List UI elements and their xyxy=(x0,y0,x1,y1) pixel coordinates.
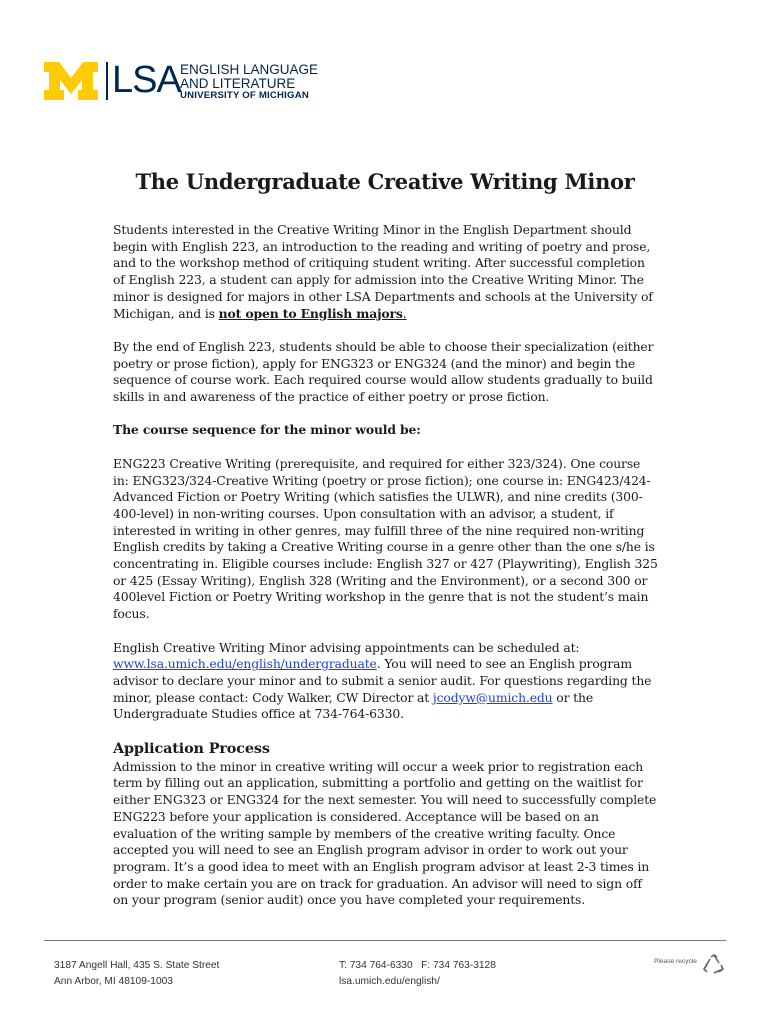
footer-address xyxy=(54,958,219,990)
logo-dept-line2: AND LITERATURE xyxy=(180,76,296,91)
intro-end: . xyxy=(402,305,407,321)
specialization-paragraph: By the end of English 223, students should be able to choose their specialization (either poetry or prose fiction), apply for ENG323 or ENG324 (and the minor) and begin the sequence of course work. Each required course would allow students gradually to build skills in and awareness of the practice of either poetry or prose fiction. xyxy=(113,338,654,405)
footer-divider xyxy=(44,940,726,941)
logo-divider xyxy=(106,62,108,100)
intro-text: Students interested in the Creative Writing Minor in the English Department should begin with English 223, an introduction to the reading and writing of poetry and prose, and to the workshop method of critiquing student writing. After successful completion of English 223, a student can apply for admission into the Creative Writing Minor. The minor is designed for majors in other LSA Departments and schools at the University of Michigan, and is xyxy=(113,222,653,321)
application-paragraph: Admission to the minor in creative writing will occur a week prior to registration each term by filling out an application, submitting a portfolio and getting on the waitlist for either ENG323 or ENG324 for the next semester. You will need to successfully complete ENG223 before your application is considered. Acceptance will be based on an evaluation of the writing sample by members of the creative writing faculty. Once accepted you will need to see an English program advisor in order to work out your program. It’s a good idea to meet with an English program advisor at least 2-3 times in order to make certain you are on track for graduation. An advisor will need to sign off on your program (senior audit) once you have completed your requirements. xyxy=(113,758,657,908)
advising-text-2: . You will need to see an English program advisor to declare your minor and to submit a senior audit. For questions regarding the minor, please contact: Cody Walker, CW Director at xyxy=(113,656,652,705)
footer-address-line1: 3187 Angell Hall, 435 S. State Street xyxy=(54,960,220,971)
block-m-icon xyxy=(44,62,98,100)
sequence-heading: The course sequence for the minor would be: xyxy=(113,422,421,438)
recycle-note: Please recycle xyxy=(654,958,697,965)
intro-emphasis: not open to English majors xyxy=(218,305,403,321)
document-body xyxy=(113,222,658,926)
logo-dept-line1: ENGLISH LANGUAGE xyxy=(180,62,319,77)
logo-lsa-text: LSA xyxy=(112,59,181,101)
undergraduate-link[interactable]: www.lsa.umich.edu/english/undergraduate xyxy=(113,656,377,672)
footer-contact xyxy=(339,958,496,990)
application-heading: Application Process xyxy=(113,739,270,757)
sequence-paragraph: ENG223 Creative Writing (prerequisite, and required for either 323/324). One course in: ENG323/324-Creative Writing (poetry or prose fiction); one course in: ENG423/424-Advanced Fiction or Poetry Writing (which satisfies the ULWR), and nine credits (300- 400-level) in non-writing courses. Upon consultation with an advisor, a student, if interested in writing in other genres, may fulfill three of the nine required non-writing English credits by taking a Creative Writing course in a genre other than the one s/he is concentrating in. Eligible courses include: English 327 or 427 (Playwriting), English 325 or 425 (Essay Writing), English 328 (Writing and the Environment), or a second 300 or 400level Fiction or Poetry Writing workshop in the genre that is not the student’s main focus. xyxy=(113,455,658,622)
page-title: The Undergraduate Creative Writing Minor xyxy=(135,169,635,194)
footer-web: lsa.umich.edu/english/ xyxy=(339,976,440,987)
footer-address-line2: Ann Arbor, MI 48109-1003 xyxy=(54,976,173,987)
intro-paragraph xyxy=(113,222,658,322)
recycle-icon xyxy=(702,953,726,977)
advising-paragraph xyxy=(113,640,658,724)
advising-text-1: English Creative Writing Minor advising appointments can be scheduled at: xyxy=(113,639,580,655)
advising-text-3: or the Undergraduate Studies office at 734-764-6330. xyxy=(113,689,594,722)
lsa-english-logo xyxy=(44,60,324,102)
logo-university: UNIVERSITY OF MICHIGAN xyxy=(180,90,309,101)
email-link[interactable]: jcodyw@umich.edu xyxy=(432,689,553,705)
footer-phone: T: 734 764-6330 F: 734 763-3128 xyxy=(339,960,496,971)
